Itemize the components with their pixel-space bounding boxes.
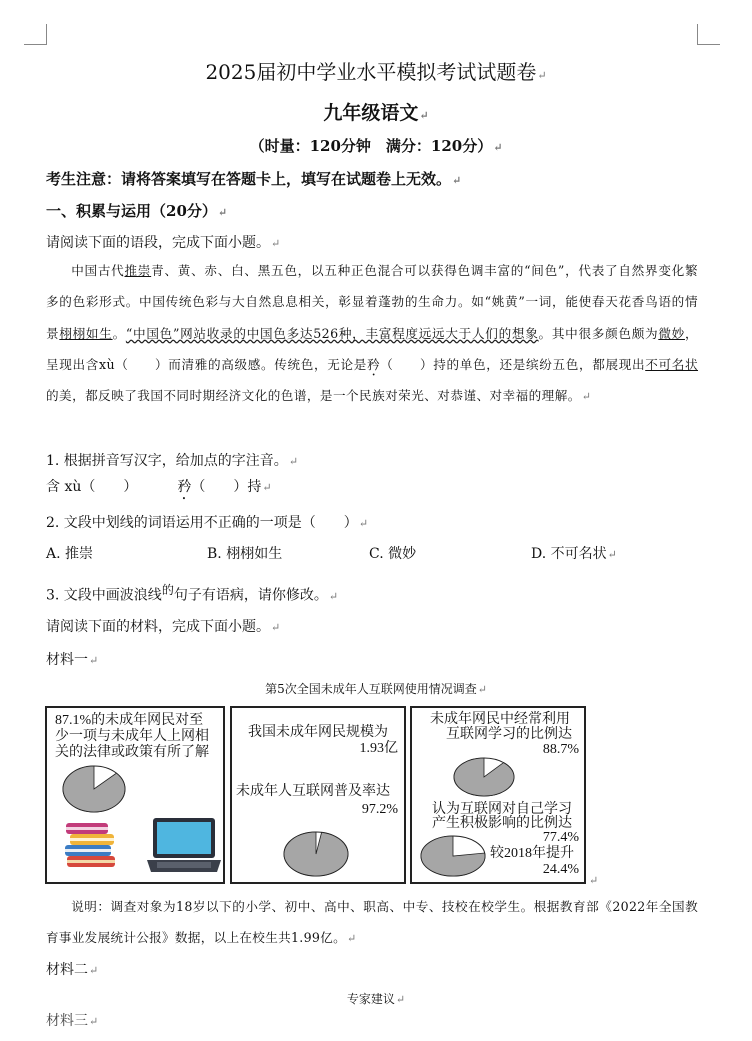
pie-chart-4: [418, 834, 488, 878]
candidate-notice: 考生注意：请将答案填写在答题卡上，填写在试题卷上无效。↵: [46, 170, 462, 188]
exam-title: 2025届初中学业水平模拟考试试题卷↵: [205, 60, 547, 84]
survey-note: 说明：调查对象为18岁以下的小学、初中、高中、职高、中专、技校在校学生。根据教育部《2022年全国教育事业发展统计公报》数据，以上在校生共1.99亿。↵: [46, 899, 698, 945]
dotted-char: 矜: [367, 356, 381, 372]
question-2: 2. 文段中划线的词语运用不正确的一项是（ ）↵: [46, 515, 369, 531]
passage: 中国古代推崇青、黄、赤、白、黑五色，以五种正色混合可以获得色调丰富的“间色”，代表了自然界变化繁多的色彩形式。中国传统色彩与大自然息息相关，彰显着蓬勃的生命力。如“姚黄”一词，能使春天花香鸟语的情景栩栩如生。“中国色”网站收录的中国色多达526种，丰富程度远远大于人们的想象。其中很多颜色颇为微妙，呈现出含xù（ ）而清雅的高级感。传统色，无论是矜（ ）持的单色，还是缤纷五色，都展现出不可名状的美，都反映了我国不同时期经济文化的色谱，是一个民族对荣光、对恭谨、对幸福的理解。↵: [46, 263, 699, 404]
material-3-label: 材料三↵: [46, 1013, 99, 1029]
pie-slice-2: [284, 832, 348, 876]
panel3-value3: 24.4%: [542, 862, 579, 877]
question-1-answers: 含 xù（ ） 矜（ ）持↵: [46, 479, 272, 495]
crop-mark-top-right: [697, 24, 720, 45]
panel3-text2b: 产生积极影响的比例达: [432, 816, 572, 831]
material-2-heading: 专家建议↵: [346, 992, 406, 1006]
underlined-word-4: 不可名状: [645, 356, 699, 372]
panel3-text3: 较2018年提升: [490, 846, 574, 861]
pie-chart-3: [452, 756, 516, 798]
survey-panel-3: [410, 706, 586, 884]
panel1-line3: 关的法律或政策有所了解: [55, 745, 209, 760]
subject-title: 九年级语文↵: [323, 102, 429, 124]
survey-panel-1: [45, 706, 225, 884]
panel3-text2a: 认为互联网对自己学习: [432, 802, 572, 817]
return-mark: ↵: [589, 874, 599, 887]
wavy-sentence: “中国色”网站收录的中国色多达526种，丰富程度远远大于人们的想象: [125, 325, 539, 341]
pie-chart-2: [282, 830, 350, 878]
panel3-value2: 77.4%: [542, 830, 579, 845]
material-2-label: 材料二↵: [46, 962, 99, 978]
reading-instruction-2: 请阅读下面的材料，完成下面小题。↵: [46, 619, 281, 635]
option-b: B. 栩栩如生: [207, 546, 283, 562]
crop-mark-top-left: [24, 24, 47, 45]
underlined-word-3: 微妙: [658, 325, 685, 341]
underlined-word-1: 推崇: [124, 263, 152, 278]
survey-panel-2: [230, 706, 406, 884]
option-c: C. 微妙: [369, 546, 417, 562]
panel2-text1: 我国未成年网民规模为: [248, 725, 388, 740]
exam-info: （时量：120分钟 满分：120分）↵: [249, 137, 503, 155]
laptop-icon: [145, 816, 225, 876]
panel1-line1: 87.1%的未成年网民对至: [55, 713, 204, 728]
underlined-word-2: 栩栩如生: [59, 325, 113, 341]
panel2-value2: 97.2%: [361, 802, 398, 817]
chart-title: 第5次全国未成年人互联网使用情况调查↵: [265, 682, 487, 696]
pie-chart-1: [61, 764, 127, 814]
question-1: 1. 根据拼音写汉字，给加点的字注音。↵: [46, 453, 299, 469]
books-icon: [61, 816, 121, 872]
pie-slice-3: [454, 758, 514, 796]
material-1-label: 材料一↵: [46, 652, 99, 668]
panel3-text1a: 未成年网民中经常利用: [430, 712, 570, 727]
option-a: A. 推崇: [46, 546, 94, 562]
panel3-text1b: 互联网学习的比例达: [446, 727, 572, 742]
panel2-value1: 1.93亿: [359, 741, 398, 756]
question-3: 3. 文段中画波浪线$^的$句子有语病，请你修改。↵: [46, 583, 339, 604]
panel3-value1: 88.7%: [542, 742, 579, 757]
reading-instruction: 请阅读下面的语段，完成下面小题。↵: [46, 235, 281, 251]
panel2-text2: 未成年人互联网普及率达: [236, 784, 390, 799]
section-heading: 一、积累与运用（20分）↵: [46, 202, 228, 220]
panel1-line2: 少一项与未成年人上网相: [55, 729, 209, 744]
option-d: D. 不可名状↵: [531, 546, 617, 562]
